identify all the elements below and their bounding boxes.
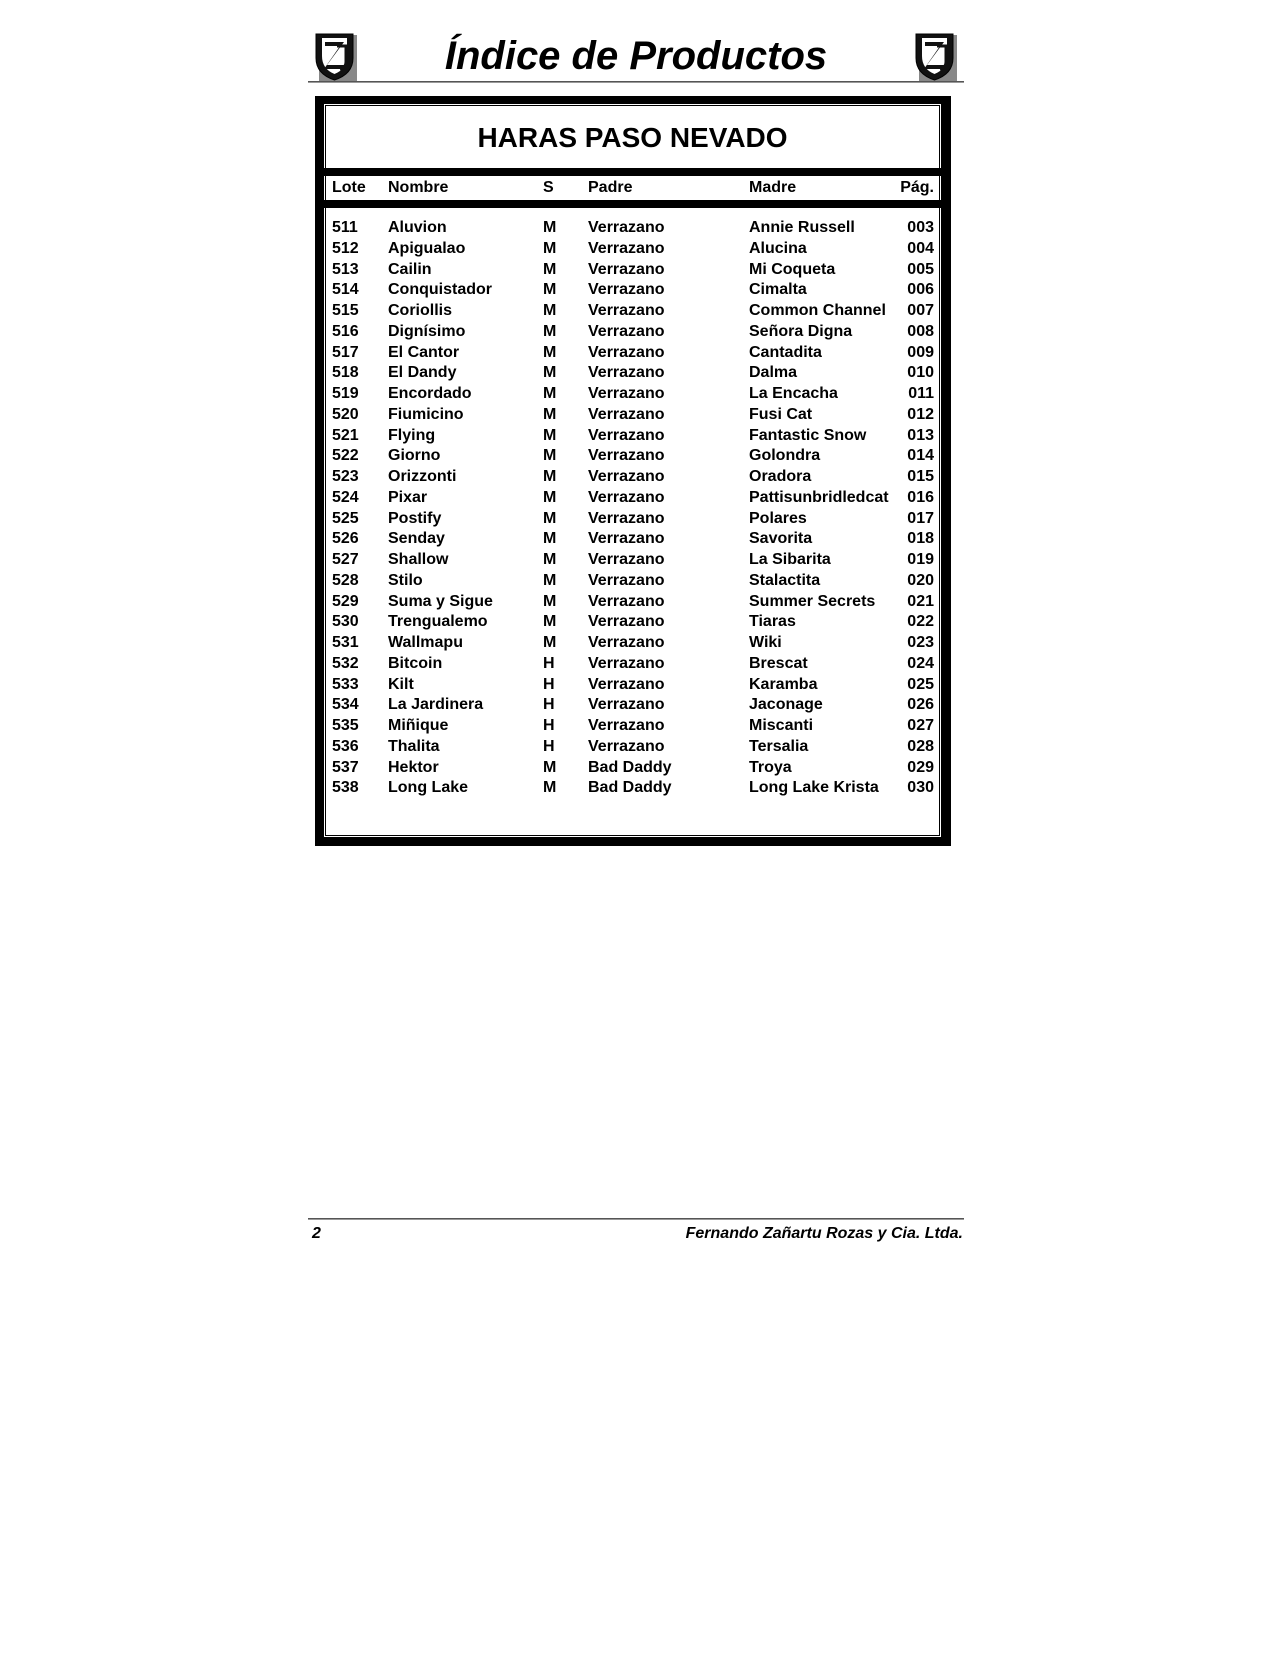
cell-pag: 010 <box>907 364 934 382</box>
cell-pag: 023 <box>907 634 934 651</box>
cell-nombre: Senday <box>388 530 445 548</box>
cell-pag: 018 <box>907 530 934 548</box>
table-row <box>326 446 939 467</box>
cell-padre: Verrazano <box>588 571 665 589</box>
cell-nombre: La Jardinera <box>388 696 484 714</box>
cell-s: M <box>543 343 557 361</box>
cell-madre: La Sibarita <box>749 551 831 568</box>
cell-s: M <box>543 551 557 568</box>
cell-lote: 535 <box>332 717 359 734</box>
cell-pag: 004 <box>907 239 934 257</box>
cell-nombre: Bitcoin <box>388 654 443 672</box>
cell-pag: 028 <box>907 737 934 755</box>
cell-pag: 026 <box>907 696 934 714</box>
table-row <box>326 405 939 426</box>
cell-s: M <box>543 405 557 423</box>
cell-s: M <box>543 426 557 444</box>
cell-padre: Verrazano <box>588 385 665 402</box>
cell-lote: 521 <box>332 426 359 444</box>
cell-pag: 005 <box>907 260 934 278</box>
cell-lote: 518 <box>332 364 359 382</box>
cell-pag: 027 <box>907 717 934 734</box>
cell-madre: Pattisunbridledcat <box>749 488 889 506</box>
cell-pag: 025 <box>907 675 934 693</box>
divider-band <box>323 200 942 208</box>
cell-nombre: Cailin <box>388 260 432 278</box>
cell-nombre: Apigualao <box>388 239 466 257</box>
cell-pag: 024 <box>907 654 934 672</box>
page-title: Índice de Productos <box>444 34 828 78</box>
cell-madre: Jaconage <box>749 696 823 714</box>
cell-padre: Verrazano <box>588 737 665 755</box>
cell-s: M <box>543 302 557 319</box>
cell-nombre: Postify <box>388 509 442 527</box>
cell-nombre: Coriollis <box>388 302 453 319</box>
cell-padre: Verrazano <box>588 634 665 651</box>
cell-nombre: Suma y Sigue <box>388 592 493 610</box>
cell-padre: Verrazano <box>588 260 665 278</box>
cell-padre: Verrazano <box>588 343 665 361</box>
cell-nombre: Long Lake <box>388 779 469 797</box>
cell-pag: 016 <box>907 488 934 506</box>
page-number: 2 <box>312 1225 321 1242</box>
cell-padre: Verrazano <box>588 468 665 485</box>
cell-nombre: Encordado <box>388 385 472 402</box>
cell-madre: Dalma <box>749 364 798 382</box>
column-header-madre: Madre <box>749 179 797 196</box>
cell-pag: 019 <box>907 551 934 568</box>
cell-nombre: Flying <box>388 426 436 444</box>
cell-madre: Fusi Cat <box>749 405 813 423</box>
cell-padre: Verrazano <box>588 302 665 319</box>
cell-madre: Savorita <box>749 530 813 548</box>
cell-s: H <box>543 654 555 672</box>
cell-padre: Verrazano <box>588 488 665 506</box>
cell-lote: 515 <box>332 302 359 319</box>
cell-madre: Summer Secrets <box>749 592 876 610</box>
table-row <box>326 529 939 550</box>
cell-madre: La Encacha <box>749 385 838 402</box>
cell-lote: 537 <box>332 758 359 776</box>
table-row <box>326 488 939 509</box>
cell-s: M <box>543 592 557 610</box>
cell-madre: Fantastic Snow <box>749 426 867 444</box>
cell-padre: Verrazano <box>588 675 665 693</box>
cell-s: M <box>543 322 557 340</box>
cell-s: H <box>543 717 555 734</box>
cell-padre: Verrazano <box>588 426 665 444</box>
table-row <box>326 384 939 405</box>
cell-pag: 022 <box>907 613 934 631</box>
cell-lote: 519 <box>332 385 359 402</box>
cell-nombre: Hektor <box>388 758 439 776</box>
table-row <box>326 758 939 779</box>
cell-s: H <box>543 737 555 755</box>
cell-pag: 020 <box>907 571 934 589</box>
cell-pag: 012 <box>907 405 934 423</box>
cell-pag: 015 <box>907 468 934 485</box>
cell-pag: 003 <box>907 219 934 236</box>
cell-nombre: Miñique <box>388 717 449 734</box>
footer-divider <box>308 1218 964 1220</box>
table-row <box>326 322 939 343</box>
cell-s: M <box>543 509 557 527</box>
cell-nombre: Kilt <box>388 675 414 693</box>
column-header-pag: Pág. <box>900 179 934 196</box>
cell-s: M <box>543 530 557 548</box>
cell-s: M <box>543 488 557 506</box>
cell-pag: 009 <box>907 343 934 361</box>
cell-madre: Troya <box>749 758 792 776</box>
cell-s: M <box>543 260 557 278</box>
cell-s: M <box>543 634 557 651</box>
cell-padre: Verrazano <box>588 696 665 714</box>
table-body <box>326 218 939 799</box>
cell-s: M <box>543 239 557 257</box>
table-row <box>326 301 939 322</box>
index-frame <box>315 96 951 846</box>
cell-lote: 516 <box>332 322 359 340</box>
cell-nombre: Aluvion <box>388 219 447 236</box>
cell-pag: 008 <box>907 322 934 340</box>
cell-madre: Common Channel <box>749 302 886 319</box>
cell-pag: 013 <box>907 426 934 444</box>
cell-pag: 021 <box>907 592 934 610</box>
cell-lote: 512 <box>332 239 359 257</box>
cell-padre: Bad Daddy <box>588 758 672 776</box>
table-row <box>326 260 939 281</box>
cell-padre: Verrazano <box>588 530 665 548</box>
cell-padre: Verrazano <box>588 551 665 568</box>
table-row <box>326 592 939 613</box>
cell-nombre: Giorno <box>388 447 441 465</box>
cell-padre: Verrazano <box>588 654 665 672</box>
cell-pag: 030 <box>907 779 934 797</box>
cell-madre: Señora Digna <box>749 322 853 340</box>
cell-lote: 538 <box>332 779 359 797</box>
table-row <box>326 509 939 530</box>
cell-nombre: Shallow <box>388 551 449 568</box>
cell-s: M <box>543 779 557 797</box>
cell-nombre: El Dandy <box>388 364 457 382</box>
cell-padre: Verrazano <box>588 322 665 340</box>
cell-madre: Cantadita <box>749 343 822 361</box>
cell-madre: Brescat <box>749 654 808 672</box>
cell-nombre: Pixar <box>388 488 428 506</box>
table-row <box>326 778 939 799</box>
column-header-s: S <box>543 179 554 196</box>
cell-lote: 514 <box>332 281 359 299</box>
cell-lote: 529 <box>332 592 359 610</box>
cell-pag: 011 <box>908 385 934 402</box>
cell-lote: 532 <box>332 654 359 672</box>
cell-madre: Annie Russell <box>749 219 855 236</box>
table-row <box>326 280 939 301</box>
table-row <box>326 654 939 675</box>
cell-s: M <box>543 468 557 485</box>
cell-madre: Golondra <box>749 447 821 465</box>
cell-lote: 517 <box>332 343 359 361</box>
cell-lote: 522 <box>332 447 359 465</box>
cell-lote: 534 <box>332 696 359 714</box>
page-header <box>308 30 964 86</box>
cell-nombre: Fiumicino <box>388 405 464 423</box>
cell-padre: Verrazano <box>588 509 665 527</box>
column-header-padre: Padre <box>588 179 633 196</box>
cell-nombre: Thalita <box>388 737 440 755</box>
cell-nombre: Orizzonti <box>388 468 457 485</box>
zj-shield-logo-icon <box>313 32 359 82</box>
table-row <box>326 426 939 447</box>
table-row <box>326 218 939 239</box>
cell-lote: 520 <box>332 405 359 423</box>
cell-s: M <box>543 281 557 299</box>
cell-s: M <box>543 571 557 589</box>
cell-nombre: Dignísimo <box>388 322 466 340</box>
cell-pag: 006 <box>907 281 934 299</box>
table-row <box>326 343 939 364</box>
cell-madre: Long Lake Krista <box>749 779 879 797</box>
header-divider <box>308 81 964 83</box>
cell-padre: Verrazano <box>588 717 665 734</box>
cell-s: M <box>543 385 557 402</box>
cell-lote: 531 <box>332 634 359 651</box>
cell-s: M <box>543 364 557 382</box>
cell-lote: 524 <box>332 488 359 506</box>
cell-padre: Verrazano <box>588 447 665 465</box>
cell-padre: Verrazano <box>588 239 665 257</box>
cell-s: M <box>543 613 557 631</box>
cell-madre: Alucina <box>749 239 807 257</box>
table-row <box>326 675 939 696</box>
cell-nombre: El Cantor <box>388 343 460 361</box>
cell-pag: 017 <box>907 509 934 527</box>
cell-madre: Tersalia <box>749 737 809 755</box>
cell-nombre: Trengualemo <box>388 613 488 631</box>
cell-madre: Miscanti <box>749 717 814 734</box>
cell-nombre: Conquistador <box>388 281 492 299</box>
cell-padre: Verrazano <box>588 405 665 423</box>
table-row <box>326 695 939 716</box>
table-row <box>326 363 939 384</box>
cell-padre: Verrazano <box>588 592 665 610</box>
company-name: Fernando Zañartu Rozas y Cia. Ltda. <box>685 1225 963 1242</box>
cell-madre: Karamba <box>749 675 818 693</box>
cell-nombre: Wallmapu <box>388 634 463 651</box>
cell-pag: 029 <box>907 758 934 776</box>
table-row <box>326 467 939 488</box>
table-row <box>326 737 939 758</box>
cell-madre: Mi Coqueta <box>749 260 836 278</box>
table-row <box>326 633 939 654</box>
divider-band <box>323 168 942 176</box>
column-header-nombre: Nombre <box>388 179 449 196</box>
cell-s: H <box>543 675 555 693</box>
cell-madre: Wiki <box>749 634 782 651</box>
table-header <box>326 178 939 198</box>
cell-padre: Verrazano <box>588 613 665 631</box>
cell-madre: Polares <box>749 509 807 527</box>
cell-s: M <box>543 219 557 236</box>
zj-shield-logo-icon <box>913 32 959 82</box>
cell-padre: Verrazano <box>588 364 665 382</box>
cell-pag: 007 <box>907 302 934 319</box>
section-title: HARAS PASO NEVADO <box>477 122 788 153</box>
cell-madre: Cimalta <box>749 281 807 299</box>
cell-s: M <box>543 758 557 776</box>
cell-pag: 014 <box>907 447 934 465</box>
cell-madre: Stalactita <box>749 571 821 589</box>
cell-madre: Tiaras <box>749 613 796 631</box>
table-row <box>326 716 939 737</box>
column-header-lote: Lote <box>332 179 366 196</box>
table-row <box>326 571 939 592</box>
cell-s: H <box>543 696 555 714</box>
cell-lote: 525 <box>332 509 359 527</box>
cell-nombre: Stilo <box>388 571 423 589</box>
table-row <box>326 550 939 571</box>
cell-lote: 523 <box>332 468 359 485</box>
cell-lote: 511 <box>332 219 358 236</box>
cell-padre: Verrazano <box>588 281 665 299</box>
cell-lote: 527 <box>332 551 359 568</box>
table-row <box>326 612 939 633</box>
cell-s: M <box>543 447 557 465</box>
cell-lote: 536 <box>332 737 359 755</box>
cell-padre: Bad Daddy <box>588 779 672 797</box>
cell-lote: 530 <box>332 613 359 631</box>
table-row <box>326 239 939 260</box>
cell-padre: Verrazano <box>588 219 665 236</box>
cell-lote: 533 <box>332 675 359 693</box>
index-frame-inner <box>325 105 940 836</box>
cell-lote: 526 <box>332 530 359 548</box>
cell-lote: 528 <box>332 571 359 589</box>
cell-lote: 513 <box>332 260 359 278</box>
cell-madre: Oradora <box>749 468 812 485</box>
